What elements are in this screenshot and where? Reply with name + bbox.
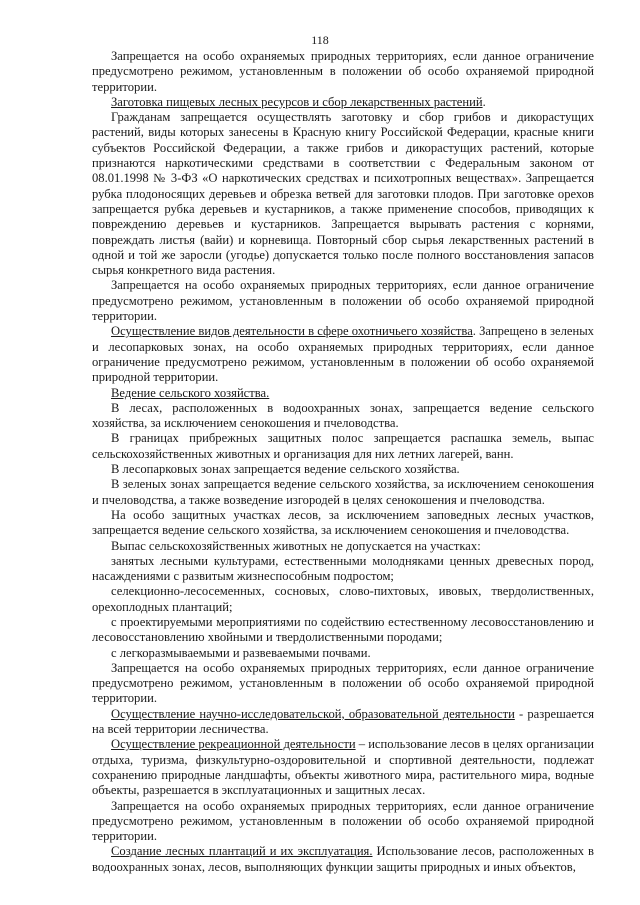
list-item: занятых лесными культурами, естественными молодняками ценных древесных пород, насаждениями с развитым жизнеспособным подростом; <box>92 553 594 584</box>
paragraph: Запрещается на особо охраняемых природных территориях, если данное ограничение предусмотрено режимом, установленным в положении об особо охраняемой природной территории. <box>92 278 594 324</box>
list-item: с проектируемыми мероприятиями по содействию естественному лесовосстановлению и лесовосстановлению хвойными и твердолиственными породами; <box>92 614 594 645</box>
paragraph: В лесопарковых зонах запрещается ведение сельского хозяйства. <box>111 462 460 477</box>
paragraph: Выпас сельскохозяйственных животных не допускается на участках: <box>111 538 481 553</box>
paragraph: Запрещается на особо охраняемых природных территориях, если данное ограничение предусмотрено режимом, установленным в положении об особо охраняемой природной территории. <box>92 798 594 844</box>
paragraph-research: Осуществление научно-исследовательской, образовательной деятельности - разрешается на всей территории лесничества. <box>92 706 594 737</box>
list-item: с легкоразмываемыми и развеваемыми почвами. <box>111 645 371 660</box>
paragraph: Запрещается на особо охраняемых природных территориях, если данное ограничение предусмотрено режимом, установленным в положении об особо охраняемой природной территории. <box>92 49 594 94</box>
paragraph-plantations: Создание лесных плантаций и их эксплуатация. Использование лесов, расположенных в водоохранных зонах, лесов, выполняющих функции защиты природных и иных объектов, <box>92 844 594 874</box>
document-body <box>92 49 594 875</box>
paragraph-recreation: Осуществление рекреационной деятельности – использование лесов в целях организации отдыха, туризма, физкультурно-оздоровительной и спортивной деятельности, подлежат сохранению природные ландшафты, объекты животного мира, растительного мира, водные объекты, разрешается в эксплуатационных и защитных лесах. <box>92 737 594 798</box>
section-heading-agriculture: Ведение сельского хозяйства. <box>111 385 270 400</box>
paragraph-hunting: Осуществление видов деятельности в сфере охотничьего хозяйства. Запрещено в зеленых и лесопарковых зонах, на особо охраняемых природных территориях, если данное ограничение предусмотрено режимом, установленным в положении об особо охраняемой природной территории. <box>92 324 594 385</box>
paragraph: В границах прибрежных защитных полос запрещается распашка земель, выпас сельскохозяйственных животных и организация для них летних лагерей, ванн. <box>92 431 594 461</box>
paragraph: На особо защитных участках лесов, за исключением заповедных лесных участков, запрещается ведение сельского хозяйства, за исключением сенокошения и пчеловодства. <box>92 507 594 538</box>
page-number: 118 <box>311 33 329 47</box>
section-heading-food-resources: Заготовка пищевых лесных ресурсов и сбор лекарственных растений. <box>111 94 486 109</box>
paragraph: В лесах, расположенных в водоохранных зонах, запрещается ведение сельского хозяйства, за исключением сенокошения и пчеловодства. <box>92 400 594 431</box>
paragraph: В зеленых зонах запрещается ведение сельского хозяйства, за исключением сенокошения и пчеловодства, а также возведение изгородей в целях сенокошения и пчеловодства. <box>92 477 594 507</box>
paragraph: Запрещается на особо охраняемых природных территориях, если данное ограничение предусмотрено режимом, установленным в положении об особо охраняемой природной территории. <box>92 660 594 706</box>
list-item: селекционно-лесосеменных, сосновых, слово-пихтовых, ивовых, твердолиственных, орехоплодных плантаций; <box>92 584 594 614</box>
paragraph: Гражданам запрещается осуществлять заготовку и сбор грибов и дикорастущих растений, виды которых занесены в Красную книгу Российской Федерации, красные книги субъектов Российской Федерации, а также грибов и дикорастущих растений, которые признаются наркотическими средствами в соответствии с Федеральным законом от 08.01.1998 № 3-ФЗ «О наркотических средствах и психотропных веществах». Запрещается рубка плодоносящих деревьев и обрезка ветвей для заготовки плодов. При заготовке орехов запрещается рубка деревьев и кустарников, а также применение способов, приводящих к повреждению деревьев и кустарников. Запрещается вырывать растения с корнями, повреждать листья (вайи) и корневища. Повторный сбор сырья лекарственных растений в одной и той же заросли (угодье) допускается только после полного восстановления запасов сырья конкретного вида растения. <box>92 110 594 278</box>
